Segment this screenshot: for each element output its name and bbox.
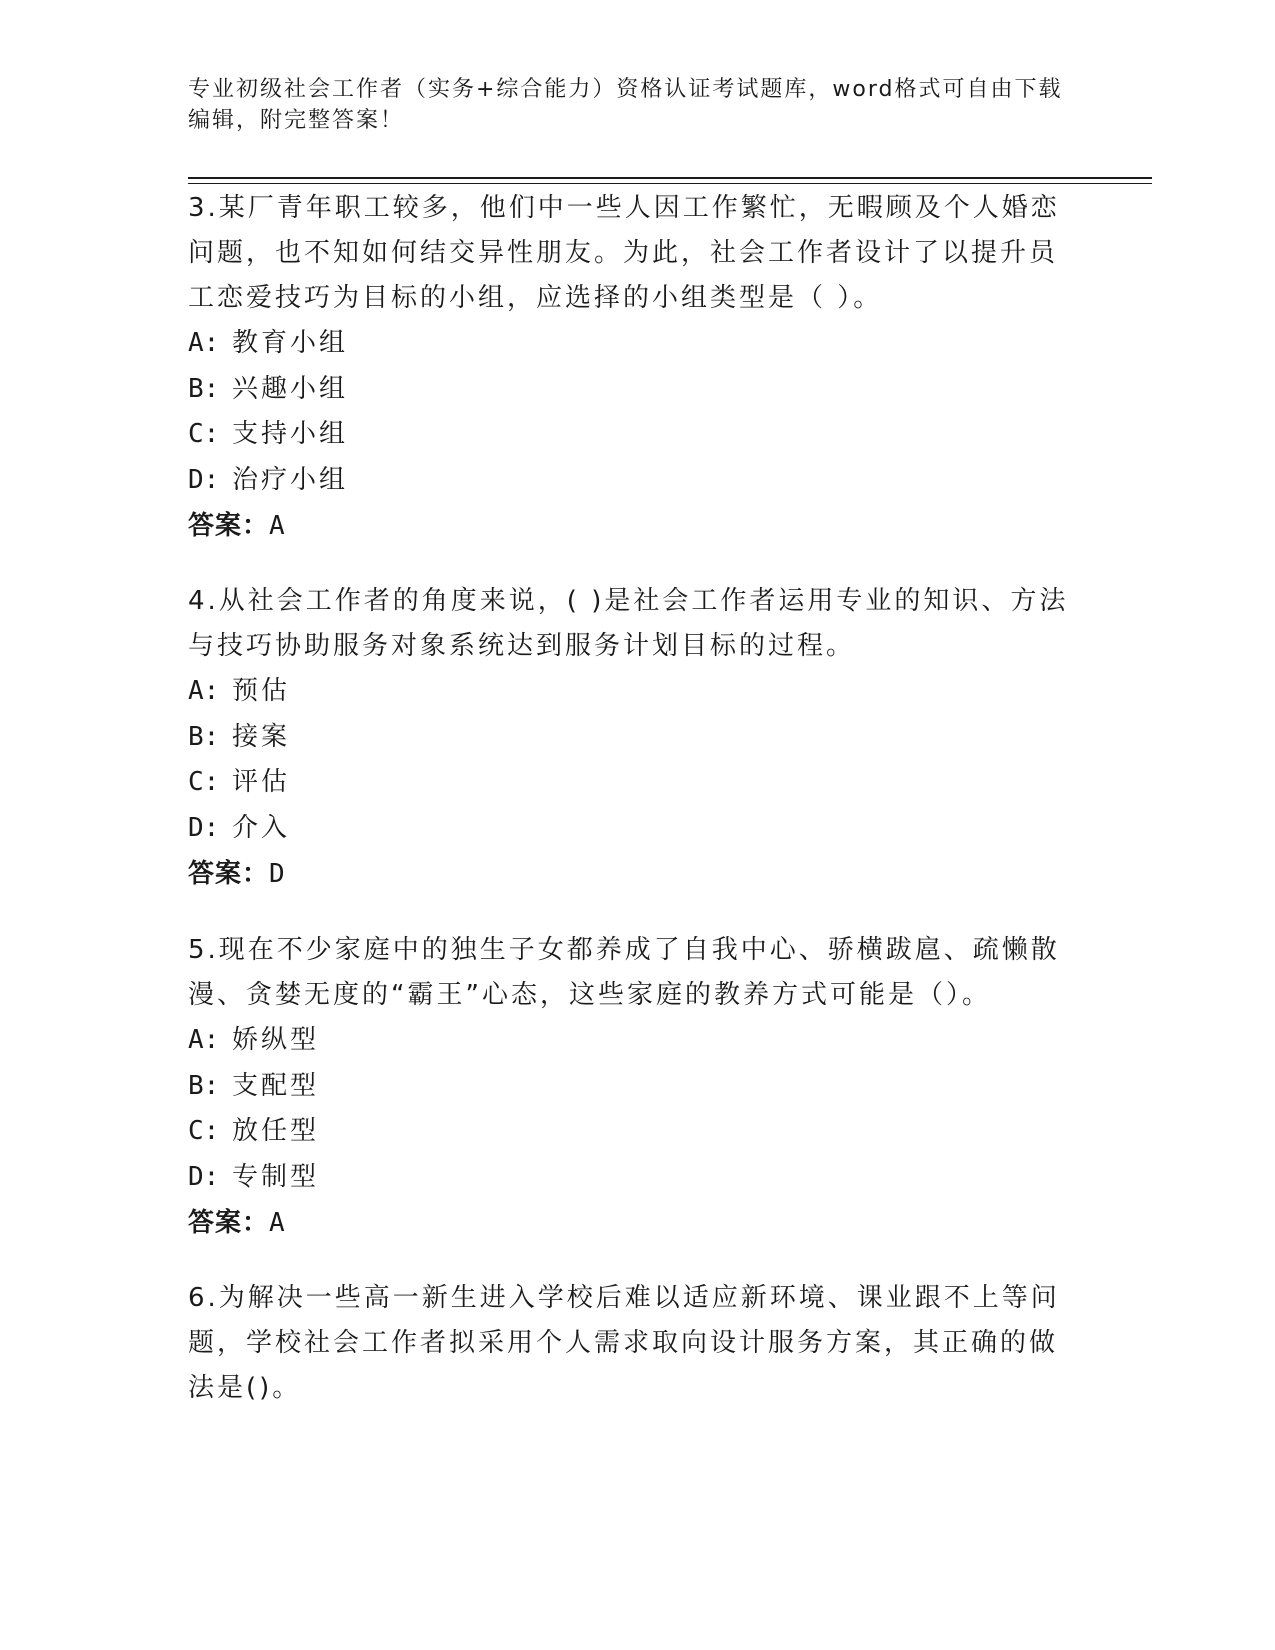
question-stem [188, 1276, 1088, 1411]
stem-line: 法是()。 [188, 1373, 302, 1403]
question-stem [188, 579, 1088, 669]
header-divider-thick [188, 177, 1152, 179]
question-stem [188, 186, 1088, 321]
option-b: B: 兴趣小组 [188, 373, 349, 404]
option-a: A: 娇纵型 [188, 1025, 320, 1055]
option-c: C: 支持小组 [188, 419, 349, 449]
option-d: D: 专制型 [188, 1161, 320, 1192]
option-d: D: 治疗小组 [188, 464, 349, 495]
header-line-2: 编辑，附完整答案！ [188, 108, 405, 133]
page-header [188, 74, 1088, 136]
option-a: A: 教育小组 [188, 328, 349, 358]
option-c: C: 评估 [188, 767, 291, 797]
stem-line: 问题，也不知如何结交异性朋友。为此，社会工作者设计了以提升员 [188, 238, 1059, 268]
question-stem [188, 928, 1088, 1018]
answer-label: 答案： [188, 859, 270, 889]
answer-value: A [269, 1208, 286, 1238]
header-line-1: 专业初级社会工作者（实务+综合能力）资格认证考试题库，word格式可自由下载 [188, 77, 1063, 102]
answer-label: 答案： [188, 511, 270, 541]
stem-line: 3.某厂青年职工较多，他们中一些人因工作繁忙，无暇顾及个人婚恋 [188, 193, 1060, 223]
answer-line [188, 1200, 1088, 1246]
question-4 [188, 579, 1088, 897]
stem-line: 漫、贪婪无度的“霸王”心态，这些家庭的教养方式可能是（）。 [188, 980, 991, 1010]
answer-label: 答案： [188, 1208, 270, 1238]
stem-line: 工恋爱技巧为目标的小组，应选择的小组类型是（ ）。 [188, 283, 883, 313]
stem-line: 6.为解决一些高一新生进入学校后难以适应新环境、课业跟不上等问 [188, 1283, 1060, 1313]
option-a: A: 预估 [188, 676, 291, 706]
answer-line [188, 503, 1088, 549]
stem-line: 4.从社会工作者的角度来说，( )是社会工作者运用专业的知识、方法 [188, 586, 1069, 616]
question-6 [188, 1276, 1088, 1411]
option-b: B: 接案 [188, 721, 291, 752]
question-3 [188, 186, 1088, 549]
stem-line: 与技巧协助服务对象系统达到服务计划目标的过程。 [188, 631, 856, 661]
answer-line [188, 851, 1088, 897]
stem-line: 5.现在不少家庭中的独生子女都养成了自我中心、骄横跋扈、疏懒散 [188, 935, 1060, 965]
option-b: B: 支配型 [188, 1070, 320, 1101]
option-c: C: 放任型 [188, 1116, 320, 1146]
option-d: D: 介入 [188, 812, 291, 843]
header-divider-thin [188, 183, 1152, 184]
answer-value: D [269, 859, 286, 889]
stem-line: 题，学校社会工作者拟采用个人需求取向设计服务方案，其正确的做 [188, 1328, 1059, 1358]
question-5 [188, 928, 1088, 1246]
answer-value: A [269, 511, 286, 541]
